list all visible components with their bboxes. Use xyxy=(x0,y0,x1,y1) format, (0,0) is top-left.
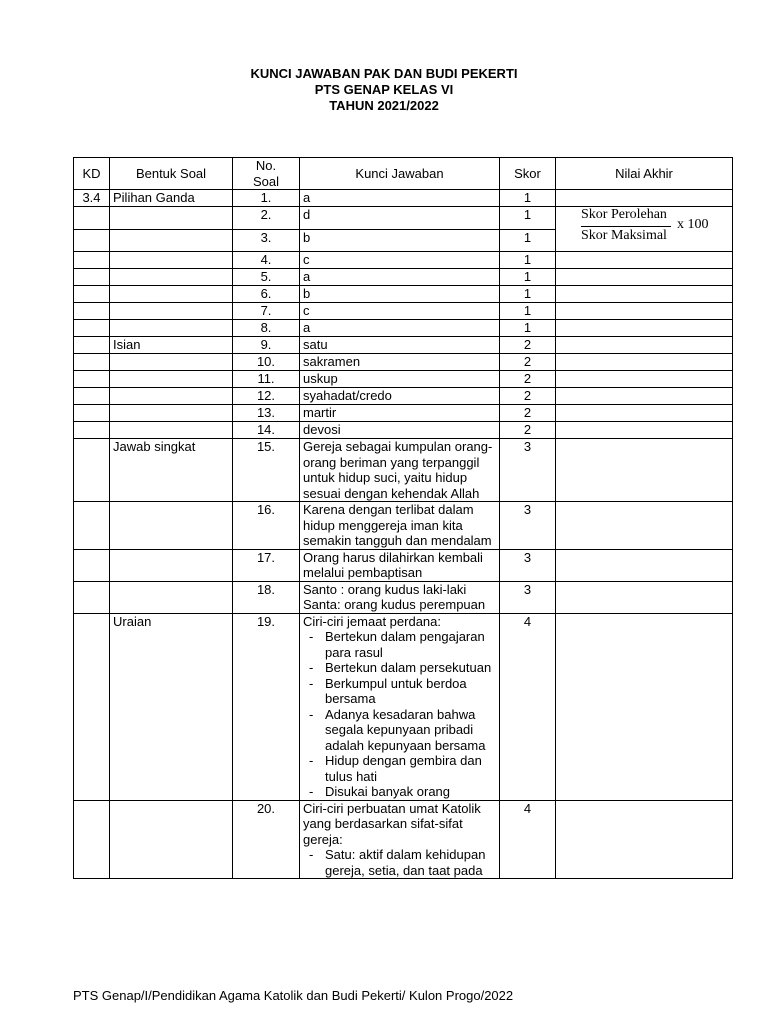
list-item: - Bertekun dalam pengajaran para rasul xyxy=(303,629,496,660)
no-cell: 14. xyxy=(233,422,300,439)
kd-cell xyxy=(74,502,110,550)
table-row xyxy=(74,371,733,388)
table-row xyxy=(74,388,733,405)
no-cell: 18. xyxy=(233,581,300,613)
list-item: - Berkumpul untuk berdoa bersama xyxy=(303,676,496,707)
bentuk-cell xyxy=(110,303,233,320)
kunci-cell: a xyxy=(300,269,500,286)
kd-cell xyxy=(74,207,110,230)
bentuk-cell xyxy=(110,502,233,550)
nilai-cell xyxy=(556,320,733,337)
skor-cell: 2 xyxy=(500,388,556,405)
page-footer: PTS Genap/I/Pendidikan Agama Katolik dan Budi Pekerti/ Kulon Progo/2022 xyxy=(73,988,514,1003)
title-line-1: KUNCI JAWABAN PAK DAN BUDI PEKERTI xyxy=(250,66,518,81)
kd-cell xyxy=(74,320,110,337)
bentuk-cell: Jawab singkat xyxy=(110,439,233,502)
list-item: - Disukai banyak orang xyxy=(303,784,496,800)
no-cell: 9. xyxy=(233,337,300,354)
kunci-cell: b xyxy=(300,286,500,303)
bentuk-cell xyxy=(110,388,233,405)
kunci-cell: uskup xyxy=(300,371,500,388)
table-header-row xyxy=(74,158,733,190)
table-row xyxy=(74,502,733,550)
header-no-soal xyxy=(233,158,300,190)
no-cell: 13. xyxy=(233,405,300,422)
kunci-cell: sakramen xyxy=(300,354,500,371)
kd-cell xyxy=(74,371,110,388)
skor-cell: 1 xyxy=(500,269,556,286)
nilai-cell xyxy=(556,439,733,502)
kunci-cell: martir xyxy=(300,405,500,422)
list-item: - Bertekun dalam persekutuan xyxy=(303,660,496,676)
no-cell: 16. xyxy=(233,502,300,550)
skor-cell: 4 xyxy=(500,800,556,879)
nilai-cell xyxy=(556,286,733,303)
kunci-cell: Karena dengan terlibat dalam hidup menggereja iman kita semakin tangguh dan mendalam xyxy=(300,502,500,550)
list-item: - Adanya kesadaran bahwa segala kepunyaan pribadi adalah kepunyaan bersama xyxy=(303,707,496,754)
skor-cell: 1 xyxy=(500,207,556,230)
kunci-cell xyxy=(300,581,500,613)
kunci-cell xyxy=(300,613,500,800)
no-cell: 11. xyxy=(233,371,300,388)
kd-cell xyxy=(74,388,110,405)
header-no-line1: No. xyxy=(255,158,277,173)
table-row xyxy=(74,303,733,320)
nilai-cell xyxy=(556,303,733,320)
no-cell: 19. xyxy=(233,613,300,800)
kd-cell xyxy=(74,337,110,354)
table-row xyxy=(74,269,733,286)
header-skor: Skor xyxy=(500,158,556,190)
kunci-line: Santo : orang kudus laki-laki xyxy=(303,581,467,597)
skor-cell: 2 xyxy=(500,354,556,371)
kd-cell xyxy=(74,422,110,439)
fraction-bar xyxy=(581,226,671,227)
no-cell: 8. xyxy=(233,320,300,337)
skor-cell: 1 xyxy=(500,190,556,207)
nilai-formula xyxy=(559,207,729,251)
no-cell: 15. xyxy=(233,439,300,502)
kunci-cell xyxy=(300,800,500,879)
table-row xyxy=(74,286,733,303)
bentuk-cell xyxy=(110,581,233,613)
kunci-intro: Ciri-ciri jemaat perdana: xyxy=(303,613,441,629)
bentuk-cell xyxy=(110,286,233,303)
no-cell: 6. xyxy=(233,286,300,303)
table-row xyxy=(74,252,733,269)
skor-cell: 3 xyxy=(500,549,556,581)
header-no-line2: Soal xyxy=(252,173,280,189)
kunci-cell: d xyxy=(300,207,500,230)
kd-cell xyxy=(74,354,110,371)
bentuk-cell xyxy=(110,320,233,337)
nilai-cell xyxy=(556,337,733,354)
header-kd: KD xyxy=(74,158,110,190)
formula-multiplier: x 100 xyxy=(677,217,709,232)
bentuk-cell xyxy=(110,371,233,388)
table-row xyxy=(74,354,733,371)
kd-cell xyxy=(74,229,110,252)
kd-cell xyxy=(74,549,110,581)
kd-cell xyxy=(74,252,110,269)
skor-cell: 2 xyxy=(500,337,556,354)
kunci-line: Santa: orang kudus perempuan xyxy=(303,597,486,612)
skor-cell: 3 xyxy=(500,581,556,613)
nilai-cell xyxy=(556,405,733,422)
skor-cell: 2 xyxy=(500,422,556,439)
nilai-cell xyxy=(556,269,733,286)
no-cell: 20. xyxy=(233,800,300,879)
nilai-cell xyxy=(556,502,733,550)
nilai-cell xyxy=(556,190,733,207)
skor-cell: 3 xyxy=(500,439,556,502)
kunci-cell: syahadat/credo xyxy=(300,388,500,405)
no-cell: 1. xyxy=(233,190,300,207)
skor-cell: 2 xyxy=(500,405,556,422)
nilai-cell xyxy=(556,613,733,800)
kd-cell xyxy=(74,269,110,286)
table-row xyxy=(74,581,733,613)
table-row xyxy=(74,337,733,354)
header-kunci-jawaban: Kunci Jawaban xyxy=(300,158,500,190)
table-row xyxy=(74,800,733,879)
kunci-intro: Ciri-ciri perbuatan umat Katolik yang berdasarkan sifat-sifat gereja: xyxy=(303,800,481,847)
kunci-cell: Gereja sebagai kumpulan orang-orang beriman yang terpanggil untuk hidup suci, yaitu hidup sesuai dengan kehendak Allah xyxy=(300,439,500,502)
bentuk-cell xyxy=(110,207,233,230)
table-row xyxy=(74,422,733,439)
bentuk-cell xyxy=(110,354,233,371)
list-item: - Hidup dengan gembira dan tulus hati xyxy=(303,753,496,784)
no-cell: 5. xyxy=(233,269,300,286)
bentuk-cell xyxy=(110,269,233,286)
no-cell: 10. xyxy=(233,354,300,371)
nilai-cell xyxy=(556,581,733,613)
kd-cell xyxy=(74,303,110,320)
nilai-cell xyxy=(556,371,733,388)
nilai-formula-cell xyxy=(556,207,733,252)
kunci-cell: a xyxy=(300,320,500,337)
table-row xyxy=(74,405,733,422)
nilai-cell xyxy=(556,252,733,269)
kd-cell: 3.4 xyxy=(74,190,110,207)
skor-cell: 1 xyxy=(500,229,556,252)
kunci-cell: b xyxy=(300,229,500,252)
kunci-cell: c xyxy=(300,252,500,269)
kunci-cell: c xyxy=(300,303,500,320)
kd-cell xyxy=(74,613,110,800)
title-line-3: TAHUN 2021/2022 xyxy=(329,98,439,113)
kd-cell xyxy=(74,286,110,303)
skor-cell: 1 xyxy=(500,303,556,320)
no-cell: 17. xyxy=(233,549,300,581)
no-cell: 3. xyxy=(233,229,300,252)
bentuk-cell: Isian xyxy=(110,337,233,354)
table-row xyxy=(74,613,733,800)
bentuk-cell xyxy=(110,422,233,439)
answer-key-table xyxy=(73,157,733,879)
bentuk-cell xyxy=(110,800,233,879)
kunci-cell: devosi xyxy=(300,422,500,439)
table-row xyxy=(74,320,733,337)
kunci-cell: Orang harus dilahirkan kembali melalui pembaptisan xyxy=(300,549,500,581)
kunci-list xyxy=(303,847,496,878)
nilai-cell xyxy=(556,422,733,439)
bentuk-cell xyxy=(110,252,233,269)
kd-cell xyxy=(74,581,110,613)
title-line-2: PTS GENAP KELAS VI xyxy=(314,82,454,97)
no-cell: 7. xyxy=(233,303,300,320)
kunci-list xyxy=(303,629,496,800)
bentuk-cell xyxy=(110,549,233,581)
skor-cell: 1 xyxy=(500,286,556,303)
nilai-cell xyxy=(556,388,733,405)
kd-cell xyxy=(74,439,110,502)
bentuk-cell: Uraian xyxy=(110,613,233,800)
nilai-cell xyxy=(556,800,733,879)
kd-cell xyxy=(74,405,110,422)
bentuk-cell xyxy=(110,405,233,422)
skor-cell: 1 xyxy=(500,320,556,337)
no-cell: 4. xyxy=(233,252,300,269)
bentuk-cell xyxy=(110,229,233,252)
no-cell: 12. xyxy=(233,388,300,405)
skor-cell: 3 xyxy=(500,502,556,550)
skor-cell: 4 xyxy=(500,613,556,800)
table-row xyxy=(74,207,733,230)
list-item: - Satu: aktif dalam kehidupan gereja, setia, dan taat pada xyxy=(303,847,496,878)
table-row xyxy=(74,190,733,207)
header-bentuk-soal: Bentuk Soal xyxy=(110,158,233,190)
bentuk-cell: Pilihan Ganda xyxy=(110,190,233,207)
formula-denominator: Skor Maksimal xyxy=(581,228,667,243)
table-row xyxy=(74,439,733,502)
nilai-cell xyxy=(556,549,733,581)
document-header xyxy=(0,66,768,114)
formula-numerator: Skor Perolehan xyxy=(581,207,667,222)
skor-cell: 2 xyxy=(500,371,556,388)
kunci-cell: a xyxy=(300,190,500,207)
no-cell: 2. xyxy=(233,207,300,230)
skor-cell: 1 xyxy=(500,252,556,269)
header-nilai-akhir: Nilai Akhir xyxy=(556,158,733,190)
kd-cell xyxy=(74,800,110,879)
kunci-cell: satu xyxy=(300,337,500,354)
nilai-cell xyxy=(556,354,733,371)
table-row xyxy=(74,549,733,581)
